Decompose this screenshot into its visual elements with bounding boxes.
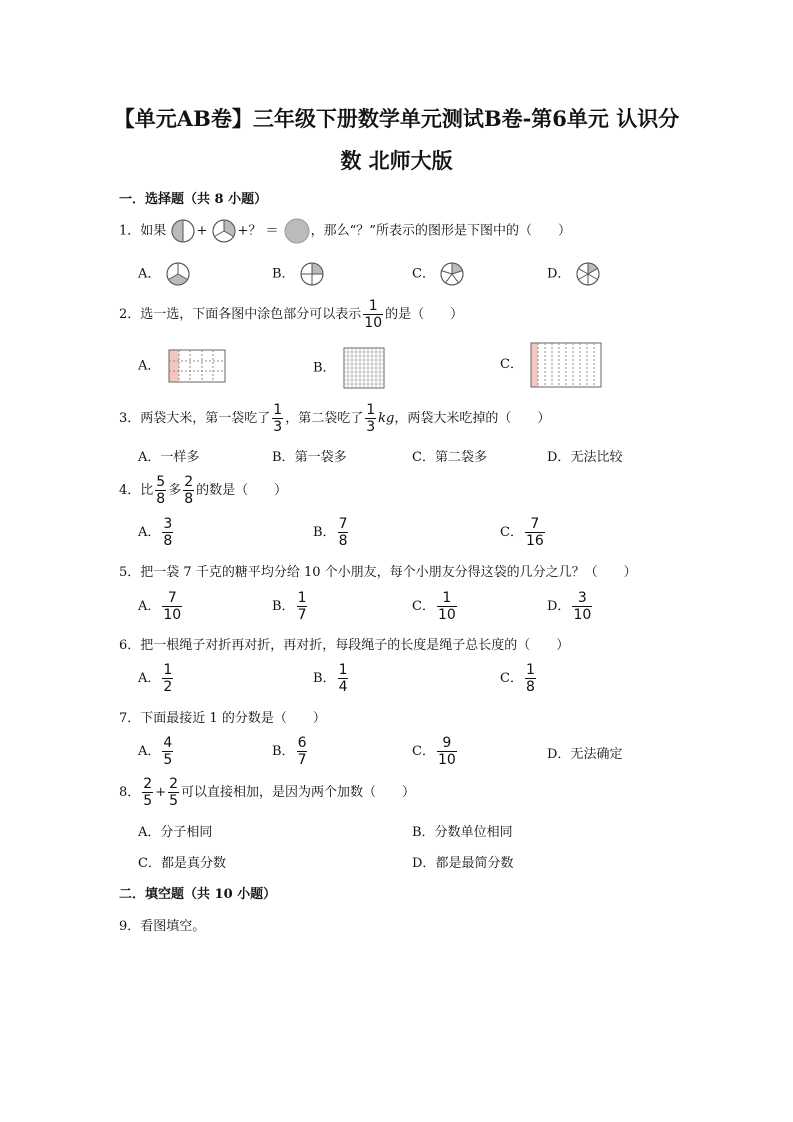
question-2: 2．选一选，下面各图中涂色部分可以表示 $\frac{1}{10}$ 的是（ ）	[119, 298, 464, 331]
fraction: $\frac{2}{8}$	[184, 474, 194, 507]
section-heading-fill: 二．填空题（共 10 小题）	[119, 887, 277, 902]
q8-option-d[interactable]: D．都是最简分数	[412, 856, 514, 871]
q7-option-d[interactable]: D．无法确定	[547, 747, 623, 762]
question-7: 7．下面最接近 1 的分数是（ ）	[119, 711, 326, 726]
circle-quarters-icon	[299, 261, 325, 287]
q5-option-a[interactable]: A． $\frac{7}{10}$	[138, 590, 182, 623]
q2-option-a[interactable]: A．	[138, 346, 227, 387]
question-3: 3．两袋大米，第一袋吃了 $\frac{1}{3}$ ，第二袋吃了 $\frac{1}{3}$ kg，两袋大米吃掉的（ ）	[119, 402, 551, 435]
q3-option-d[interactable]: D．无法比较	[547, 450, 623, 465]
q1-option-c[interactable]: C．	[412, 261, 465, 287]
q8-option-c[interactable]: C．都是真分数	[138, 856, 226, 871]
q4-option-a[interactable]: A． $\frac{3}{8}$	[138, 516, 173, 549]
q7-option-a[interactable]: A． $\frac{4}{5}$	[138, 735, 173, 768]
rectangle-strips-figure	[527, 341, 605, 389]
page-title: 【单元AB卷】三年级下册数学单元测试B卷-第6单元 认识分	[113, 106, 680, 131]
q7-option-b[interactable]: B． $\frac{6}{7}$	[272, 735, 307, 768]
q4-option-b[interactable]: B． $\frac{7}{8}$	[313, 516, 348, 549]
q3-option-b[interactable]: B．第一袋多	[272, 450, 347, 465]
question-6: 6．把一根绳子对折再对折，再对折，每段绳子的长度是绳子总长度的（ ）	[119, 638, 570, 653]
fraction: $\frac{2}{5}$	[143, 776, 153, 809]
circle-thirds-icon	[165, 261, 191, 287]
q6-option-b[interactable]: B． $\frac{1}{4}$	[313, 662, 348, 695]
fraction: $\frac{2}{5}$	[169, 776, 179, 809]
fraction: $\frac{1}{3}$	[273, 402, 283, 435]
q5-option-c[interactable]: C． $\frac{1}{10}$	[412, 590, 456, 623]
q1-option-a[interactable]: A．	[138, 261, 191, 287]
third-shaded-circle-icon	[211, 218, 237, 244]
q7-option-c[interactable]: C． $\frac{9}{10}$	[412, 735, 456, 768]
q1-option-b[interactable]: B．	[272, 261, 325, 287]
question-9: 9．看图填空。	[119, 919, 206, 934]
page-title-line2: 数 北师大版	[340, 148, 453, 173]
fraction: $\frac{1}{3}$	[366, 402, 376, 435]
q3-option-c[interactable]: C．第二袋多	[412, 450, 487, 465]
question-4: 4．比 $\frac{5}{8}$ 多 $\frac{2}{8}$ 的数是（ ）	[119, 474, 288, 507]
question-1: 1．如果 + +？ ＝ ，那么“？”所表示的图形是下图中的（ ）	[119, 217, 571, 245]
question-8: 8． $\frac{2}{5}$ + $\frac{2}{5}$ 可以直接相加，是因为两个加数（ ）	[119, 776, 416, 809]
q6-option-c[interactable]: C． $\frac{1}{8}$	[500, 662, 535, 695]
full-shaded-circle-icon	[283, 217, 311, 245]
q8-option-a[interactable]: A．分子相同	[138, 825, 213, 840]
section-heading-choice: 一．选择题（共 8 小题）	[119, 192, 268, 207]
q5-option-b[interactable]: B． $\frac{1}{7}$	[272, 590, 307, 623]
fraction: $\frac{5}{8}$	[156, 474, 166, 507]
q6-option-a[interactable]: A． $\frac{1}{2}$	[138, 662, 173, 695]
q2-option-c[interactable]: C．	[500, 340, 605, 390]
circle-sixths-icon	[575, 261, 601, 287]
fraction: $\frac{1}{10}$	[364, 298, 383, 331]
question-number: 1．	[119, 223, 141, 239]
hundred-grid-figure	[340, 346, 388, 390]
question-5: 5．把一袋 7 千克的糖平均分给 10 个小朋友，每个小朋友分得这袋的几分之几？（ ）	[119, 565, 637, 580]
circle-fifths-icon	[439, 261, 465, 287]
q8-option-b[interactable]: B．分数单位相同	[412, 825, 513, 840]
q3-option-a[interactable]: A．一样多	[138, 450, 200, 465]
q1-option-d[interactable]: D．	[547, 261, 601, 287]
q2-option-b[interactable]: B．	[313, 346, 388, 390]
q5-option-d[interactable]: D． $\frac{3}{10}$	[547, 590, 592, 623]
rectangle-grid-a-figure	[165, 346, 227, 386]
half-shaded-circle-icon	[170, 218, 196, 244]
q4-option-c[interactable]: C． $\frac{7}{16}$	[500, 516, 544, 549]
